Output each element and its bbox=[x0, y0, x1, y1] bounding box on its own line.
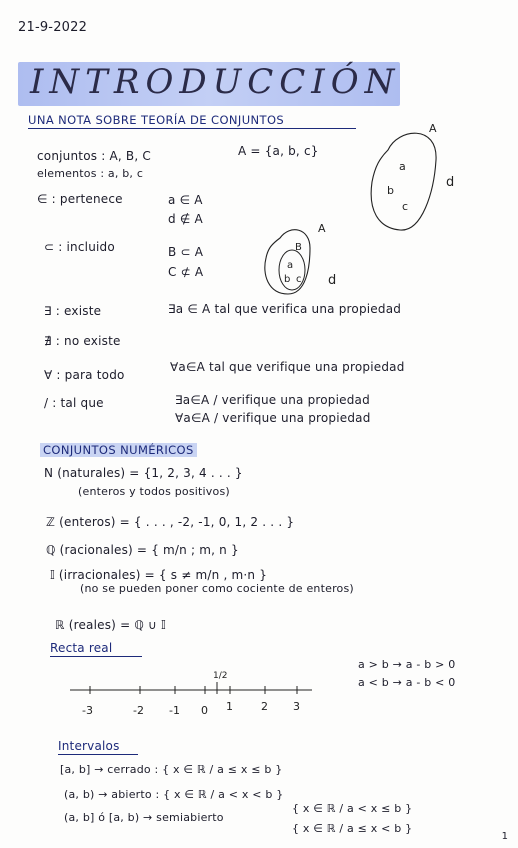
naturals-note: (enteros y todos positivos) bbox=[78, 485, 230, 498]
open-interval-line: (a, b) → abierto : { x ∈ ℝ / a < x < b } bbox=[64, 788, 284, 801]
integers-line: ℤ (enteros) = { . . . , -2, -1, 0, 1, 2 . . . } bbox=[46, 515, 295, 529]
not-exists-line: ∄ : no existe bbox=[44, 334, 121, 348]
half-open-set-2: { x ∈ ℝ / a ≤ x < b } bbox=[292, 822, 413, 835]
irrationals-line: 𝕀 (irracionales) = { s ≠ m/n , m·n } bbox=[50, 568, 268, 582]
venn2-label-d: d bbox=[328, 273, 337, 288]
closed-interval-line: [a, b] → cerrado : { x ∈ ℝ / a ≤ x ≤ b } bbox=[60, 763, 283, 776]
included-line: ⊂ : incluido bbox=[44, 240, 115, 254]
venn2-label-c: c bbox=[296, 274, 302, 285]
tick-label: 3 bbox=[293, 700, 300, 713]
date: 21-9-2022 bbox=[18, 20, 88, 35]
intervals-heading: Intervalos bbox=[58, 739, 120, 753]
order-rule-2: a < b → a - b < 0 bbox=[358, 676, 456, 689]
venn2-label-B: B bbox=[295, 242, 302, 253]
venn2-label-b: b bbox=[284, 274, 291, 285]
naturals-line: N (naturales) = {1, 2, 3, 4 . . . } bbox=[44, 466, 243, 480]
venn-diagram-a bbox=[360, 120, 470, 245]
set-definition: A = {a, b, c} bbox=[238, 144, 319, 158]
exists-line: ∃ : existe bbox=[44, 304, 102, 318]
page-title: INTRODUCCIÓN bbox=[30, 62, 401, 102]
venn2-label-A: A bbox=[318, 222, 326, 235]
venn1-label-c: c bbox=[402, 200, 409, 213]
such-that-example-2: ∀a∈A / verifique una propiedad bbox=[175, 411, 371, 425]
exists-example: ∃a ∈ A tal que verifica una propiedad bbox=[168, 302, 402, 316]
half-open-interval-line: (a, b] ó [a, b) → semiabierto bbox=[64, 811, 224, 824]
real-number-line bbox=[60, 668, 330, 728]
half-open-set-1: { x ∈ ℝ / a < x ≤ b } bbox=[292, 802, 413, 815]
venn-diagram-b bbox=[258, 218, 358, 308]
elements-line: elementos : a, b, c bbox=[37, 167, 144, 180]
tick-label: -1 bbox=[169, 704, 180, 717]
included-example: B ⊂ A bbox=[168, 245, 204, 259]
venn2-label-a: a bbox=[287, 260, 294, 271]
for-all-example: ∀a∈A tal que verifique una propiedad bbox=[170, 360, 405, 374]
venn1-label-b: b bbox=[387, 184, 394, 197]
tick-label: -3 bbox=[82, 704, 93, 717]
sets-line: conjuntos : A, B, C bbox=[37, 149, 151, 163]
section-heading-numbers-text: CONJUNTOS NUMÉRICOS bbox=[40, 443, 197, 457]
tick-label: 1 bbox=[226, 700, 233, 713]
section-heading-numbers bbox=[40, 443, 197, 457]
page-number: 1 bbox=[501, 831, 508, 842]
venn1-label-a: a bbox=[399, 160, 406, 173]
for-all-line: ∀ : para todo bbox=[44, 368, 125, 382]
belongs-example: a ∈ A bbox=[168, 193, 203, 207]
section-heading-sets: UNA NOTA SOBRE TEORÍA DE CONJUNTOS bbox=[28, 113, 285, 127]
intervals-heading-underline bbox=[58, 754, 138, 755]
tick-label: 0 bbox=[201, 704, 208, 717]
real-line-heading: Recta real bbox=[50, 641, 113, 655]
half-label: 1/2 bbox=[213, 671, 228, 681]
such-that-line: / : tal que bbox=[44, 396, 104, 410]
venn1-label-d: d bbox=[446, 175, 455, 190]
order-rule-1: a > b → a - b > 0 bbox=[358, 658, 456, 671]
not-belongs-example: d ∉ A bbox=[168, 212, 203, 226]
section-underline bbox=[28, 128, 356, 129]
tick-label: -2 bbox=[133, 704, 144, 717]
venn1-label-A: A bbox=[429, 122, 437, 135]
belongs-line: ∈ : pertenece bbox=[37, 192, 123, 206]
tick-label: 2 bbox=[261, 700, 268, 713]
not-included-example: C ⊄ A bbox=[168, 265, 204, 279]
real-line-heading-underline bbox=[50, 656, 142, 657]
rationals-line: ℚ (racionales) = { m/n ; m, n } bbox=[46, 543, 239, 557]
such-that-example-1: ∃a∈A / verifique una propiedad bbox=[175, 393, 370, 407]
reals-line: ℝ (reales) = ℚ ∪ 𝕀 bbox=[55, 618, 166, 632]
irrationals-note: (no se pueden poner como cociente de enteros) bbox=[80, 582, 354, 595]
